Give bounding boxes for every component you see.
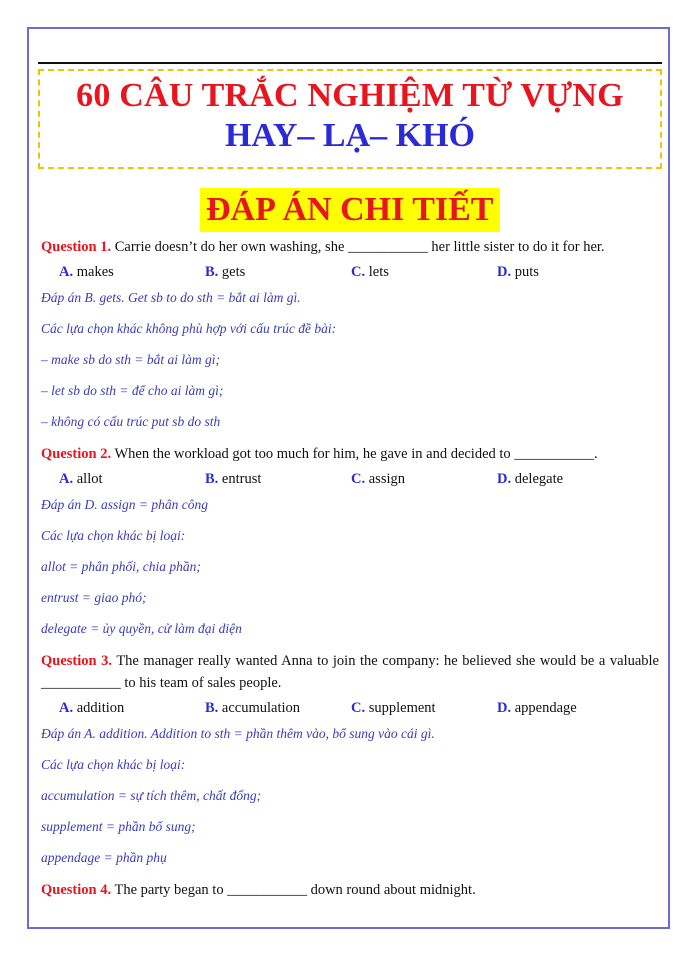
options-row [41,465,659,493]
options-row [41,258,659,286]
question-list [41,234,659,901]
explanation-line: Các lựa chọn khác không phù hợp với cấu trúc đề bài: [41,321,337,336]
answers-heading: ĐÁP ÁN CHI TIẾT [200,188,500,232]
question-2 [41,443,659,465]
explanation-line: Đáp án D. assign = phân công [41,497,208,512]
option-d[interactable]: D. appendage [497,700,577,716]
explanation-line: appendage = phần phụ [41,850,167,865]
option-a[interactable]: A. allot [59,471,103,487]
option-a[interactable]: A. makes [59,264,114,280]
option-d[interactable]: D. delegate [497,471,564,487]
explanation-line: entrust = giao phó; [41,590,147,605]
explanation-line: Các lựa chọn khác bị loại: [41,528,186,543]
explanation-line: – không có cấu trúc put sb do sth [41,414,221,429]
option-b[interactable]: B. entrust [205,471,262,487]
question-label: Question 4. [41,882,112,898]
question-label: Question 1. [41,239,112,255]
explanation-line: accumulation = sự tích thêm, chất đống; [41,788,262,803]
explanation-line: delegate = ủy quyền, cử làm đại diện [41,621,242,636]
option-c[interactable]: C. supplement [351,700,436,716]
question-1 [41,236,659,258]
title-line-2: HAY– LẠ– KHÓ [224,117,475,154]
option-b[interactable]: B. gets [205,264,246,280]
explanation-line: Các lựa chọn khác bị loại: [41,757,186,772]
question-text: When the workload got too much for him, he gave in and decided to ___________. [111,446,598,462]
explanation-line: allot = phân phối, chia phần; [41,559,201,574]
question-label: Question 3. [41,653,113,669]
explanation-line: Đáp án A. addition. Addition to sth = phần thêm vào, bổ sung vào cái gì. [41,726,435,741]
explanation-line: – make sb do sth = bắt ai làm gì; [41,352,220,367]
header-rule [38,62,662,64]
option-a[interactable]: A. addition [59,700,125,716]
explanation-line: supplement = phần bổ sung; [41,819,196,834]
title-line-1: 60 CÂU TRẮC NGHIỆM TỪ VỰNG [76,77,624,114]
question-text: The party began to ___________ down round about midnight. [111,882,476,898]
question-4 [41,879,659,901]
question-3 [41,650,659,694]
option-c[interactable]: C. assign [351,471,405,487]
title-box [38,69,662,169]
option-d[interactable]: D. puts [497,264,539,280]
explanation-line: Đáp án B. gets. Get sb to do sth = bắt ai làm gì. [41,290,301,305]
option-b[interactable]: B. accumulation [205,700,301,716]
question-label: Question 2. [41,446,112,462]
question-text: The manager really wanted Anna to join the company: he believed she would be a valuable ___________ to his team of sales people. [41,653,659,691]
explanation-line: – let sb do sth = để cho ai làm gì; [41,383,224,398]
question-text: Carrie doesn’t do her own washing, she ___________ her little sister to do it for her. [111,239,605,255]
options-row [41,694,659,722]
option-c[interactable]: C. lets [351,264,389,280]
